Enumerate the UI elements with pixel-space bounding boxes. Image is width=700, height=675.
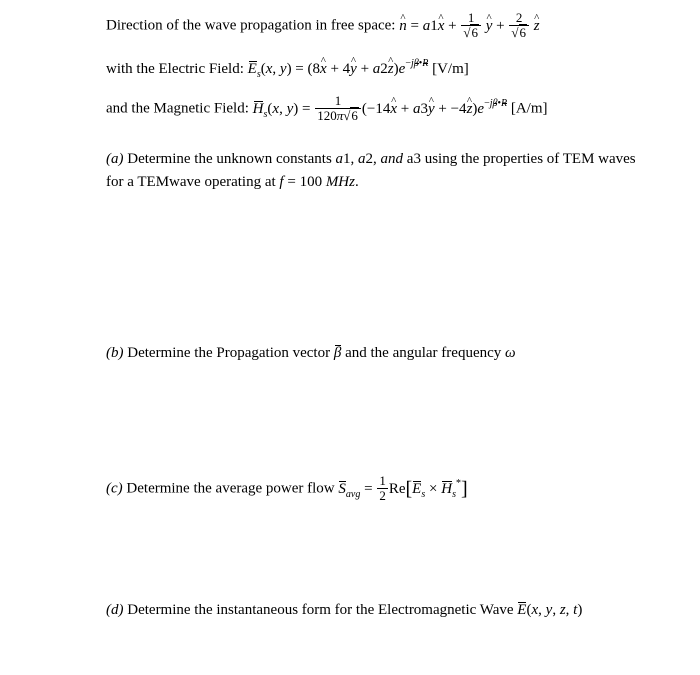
part-c-line <box>106 474 468 504</box>
part-d-marker: (d) <box>106 602 124 618</box>
direction-equation: ^ n = a1^ x + $\frac{1}{√6}$ ^ y + $\frac{2}{√6}$ ^ z <box>399 18 539 34</box>
direction-line <box>106 11 540 41</box>
part-d-line <box>106 603 582 618</box>
hfield-equation: $H_s(x$, y) = $\frac{1}{120\pi√6}$ (−14^ x + a3^ y + −4^ $z)e^{-j\beta•R}$ <box>253 101 511 117</box>
part-d-text: Determine the instantaneous form for the Electromagnetic Wave <box>127 602 514 618</box>
part-a-line2-text: for a TEMwave operating at <box>106 174 276 190</box>
wave-equation: E(x, y, z, t) <box>517 602 583 618</box>
power-flow-equation: $S_{avg}$ = $\frac{1}{2}$ $Re[E_s \times H_s^*]$ <box>338 473 468 504</box>
part-a-frequency-units: MHz <box>325 174 355 190</box>
part-a-line2: for a TEMwave operating at f = 100 MHz. <box>106 174 359 190</box>
part-c-text: Determine the average power flow <box>126 480 335 497</box>
hfield-coefficient: 1 <box>334 93 342 108</box>
part-a-line1 <box>106 152 636 167</box>
part-b-text-mid: and the angular frequency <box>345 345 502 361</box>
part-a-text: Determine the unknown constants <box>127 151 332 167</box>
part-b-text: Determine the Propagation vector <box>127 345 331 361</box>
hfield-label: and the Magnetic Field: <box>106 100 249 117</box>
part-c-marker: (c) <box>106 480 123 497</box>
efield-label: with the Electric Field: <box>106 61 244 77</box>
efield-units: [V/m] <box>432 61 469 77</box>
part-b-line <box>106 346 516 361</box>
part-a-frequency: 100 <box>299 174 323 190</box>
omega-symbol: ω <box>505 345 516 361</box>
hfield-line <box>106 94 548 124</box>
efield-line <box>106 58 469 80</box>
part-a-suffix: using the properties of TEM waves <box>424 151 636 167</box>
part-a-constants: a1, a2, and a3 <box>335 151 421 167</box>
direction-label: Direction of the wave propagation in free space: <box>106 17 396 34</box>
efield-equation: $E_s(x$, y) = (8^ x + 4^ y + a2^ $z)e^{-j\beta•R}$ <box>248 61 432 77</box>
beta-symbol: β <box>333 345 342 361</box>
part-a-marker: (a) <box>106 151 124 167</box>
part-b-marker: (b) <box>106 345 124 361</box>
hfield-units: [A/m] <box>510 100 548 117</box>
